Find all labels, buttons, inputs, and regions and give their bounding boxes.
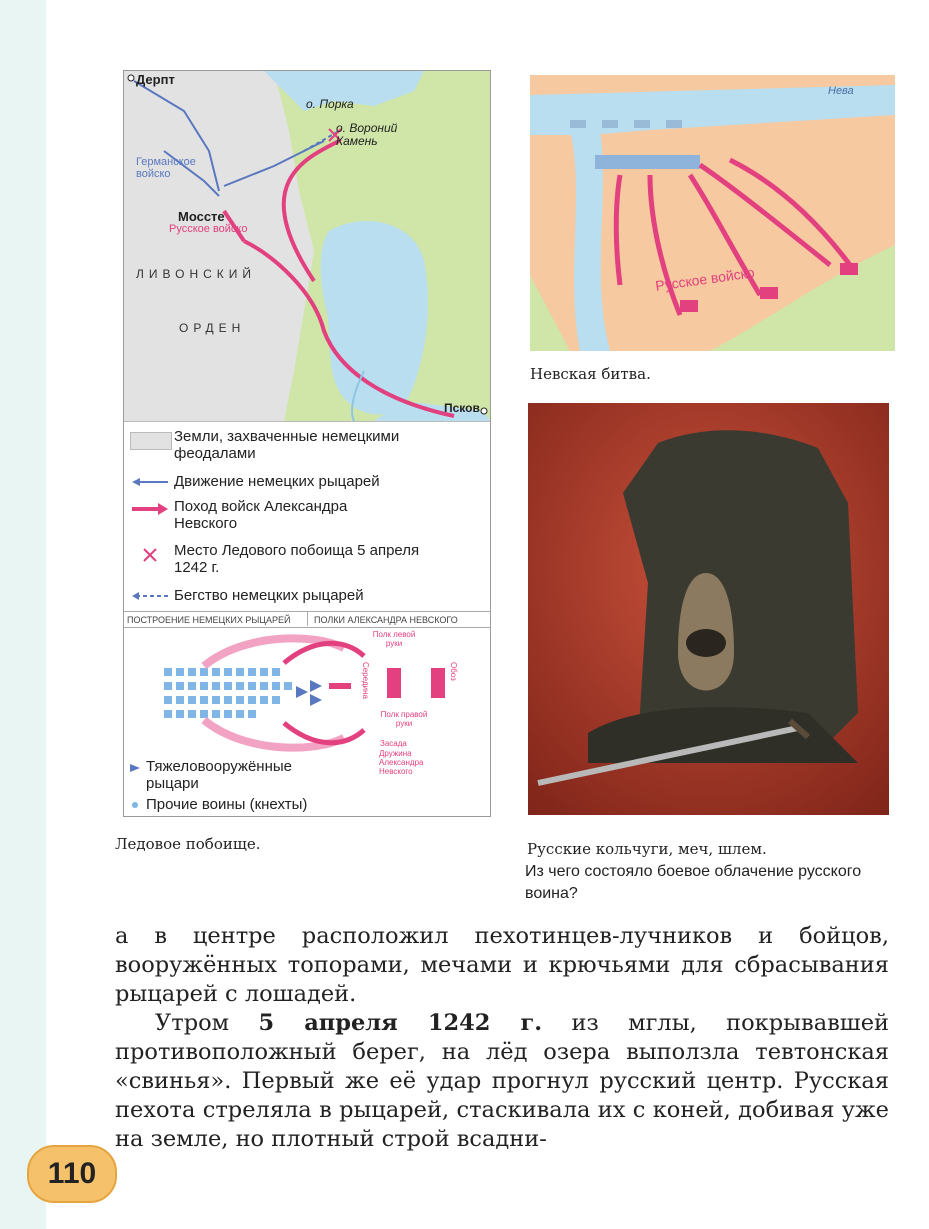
label-russian-army: Русское войско xyxy=(169,223,248,235)
label-german-army: Германское войско xyxy=(136,156,196,180)
blue-arrow-icon xyxy=(130,473,170,491)
label-neva-army: Русское войско xyxy=(654,264,756,294)
label-left-flank: Полк левой руки xyxy=(372,630,416,648)
label-neva-river: Нева xyxy=(828,85,854,97)
legend-text-german: Движение немецких рыцарей xyxy=(174,473,380,490)
ice-battle-map xyxy=(123,70,491,817)
label-pskov: Псков xyxy=(444,401,480,415)
formation-header-russian: ПОЛКИ АЛЕКСАНДРА НЕВСКОГО xyxy=(314,615,458,625)
main-text xyxy=(115,922,889,1154)
neva-battle-map xyxy=(530,75,895,351)
paragraph-1: а в центре расположил пехотинцев-лучников и бойцов, вооружённых топорами, мечами и крючьями для сбрасывания рыцарей с лошадей. xyxy=(115,923,889,1007)
armor-photo-graphic xyxy=(528,403,889,815)
grey-area-icon xyxy=(130,432,172,450)
knight-triangle-icon xyxy=(129,762,141,774)
neva-graphic xyxy=(530,75,895,351)
label-porka: о. Порка xyxy=(306,97,354,111)
legend-text-flight: Бегство немецких рыцарей xyxy=(174,587,364,604)
label-right-flank: Полк правой руки xyxy=(380,710,428,728)
photo-caption-question: Из чего состояло боевое облачение русского воина? xyxy=(525,863,862,902)
label-livonsky: ЛИВОНСКИЙ xyxy=(136,267,257,281)
knecht-dot-icon xyxy=(129,799,141,811)
dashed-arrow-icon xyxy=(130,587,170,605)
label-reserve: Обоз xyxy=(449,662,458,681)
label-derpt: Дерпт xyxy=(136,72,175,87)
page-margin-strip xyxy=(0,0,46,1229)
legend-text-battle: Место Ледового побоища 5 апреля 1242 г. xyxy=(174,542,420,576)
label-kamen: Камень xyxy=(336,134,378,148)
battle-formation-scheme xyxy=(124,611,490,817)
map-legend xyxy=(124,421,490,612)
label-ambush: Засада xyxy=(380,739,407,748)
legend-text-knights: Тяжеловооружённые рыцари xyxy=(146,758,292,792)
legend-text-occupied: Земли, захваченные немецкими феодалами xyxy=(174,428,400,462)
label-center: Середина xyxy=(361,662,370,699)
map-area xyxy=(124,71,490,421)
formation-header-divider xyxy=(307,612,308,626)
paragraph-2 xyxy=(115,1009,889,1154)
photo-caption-title: Русские кольчуги, меч, шлем. xyxy=(527,840,767,858)
label-mosste: Моссте xyxy=(178,209,225,224)
formation-header-german: ПОСТРОЕНИЕ НЕМЕЦКИХ РЫЦАРЕЙ xyxy=(127,615,291,625)
paragraph-2-rest: из мглы, покрывавшей противоположный берег, на лёд озера выползла тевтонская «свинья». Первый же её удар прогнул русский центр. Русская пехота стреляла в рыцарей, стаскивала их с коней, добивая уже на земле, но плотный строй всадни- xyxy=(115,1010,890,1152)
neva-caption: Невская битва. xyxy=(530,365,651,383)
red-cross-icon xyxy=(130,546,170,564)
label-druzhina: Дружина Александра Невского xyxy=(379,749,424,776)
pink-arrow-icon xyxy=(130,500,170,518)
paragraph-2-date: 5 апреля 1242 г. xyxy=(258,1010,543,1036)
armor-photo xyxy=(528,403,889,815)
legend-text-russian: Поход войск Александра Невского xyxy=(174,498,348,532)
paragraph-2-start: Утром xyxy=(155,1010,259,1036)
map-graphic xyxy=(124,71,490,421)
page-number: 110 xyxy=(27,1145,117,1203)
formation-graphic xyxy=(124,628,490,758)
label-orden: ОРДЕН xyxy=(179,321,246,335)
legend-text-knechts: Прочие воины (кнехты) xyxy=(146,796,308,813)
label-voroniy: о. Вороний xyxy=(336,121,398,135)
map-caption: Ледовое побоище. xyxy=(115,835,261,853)
